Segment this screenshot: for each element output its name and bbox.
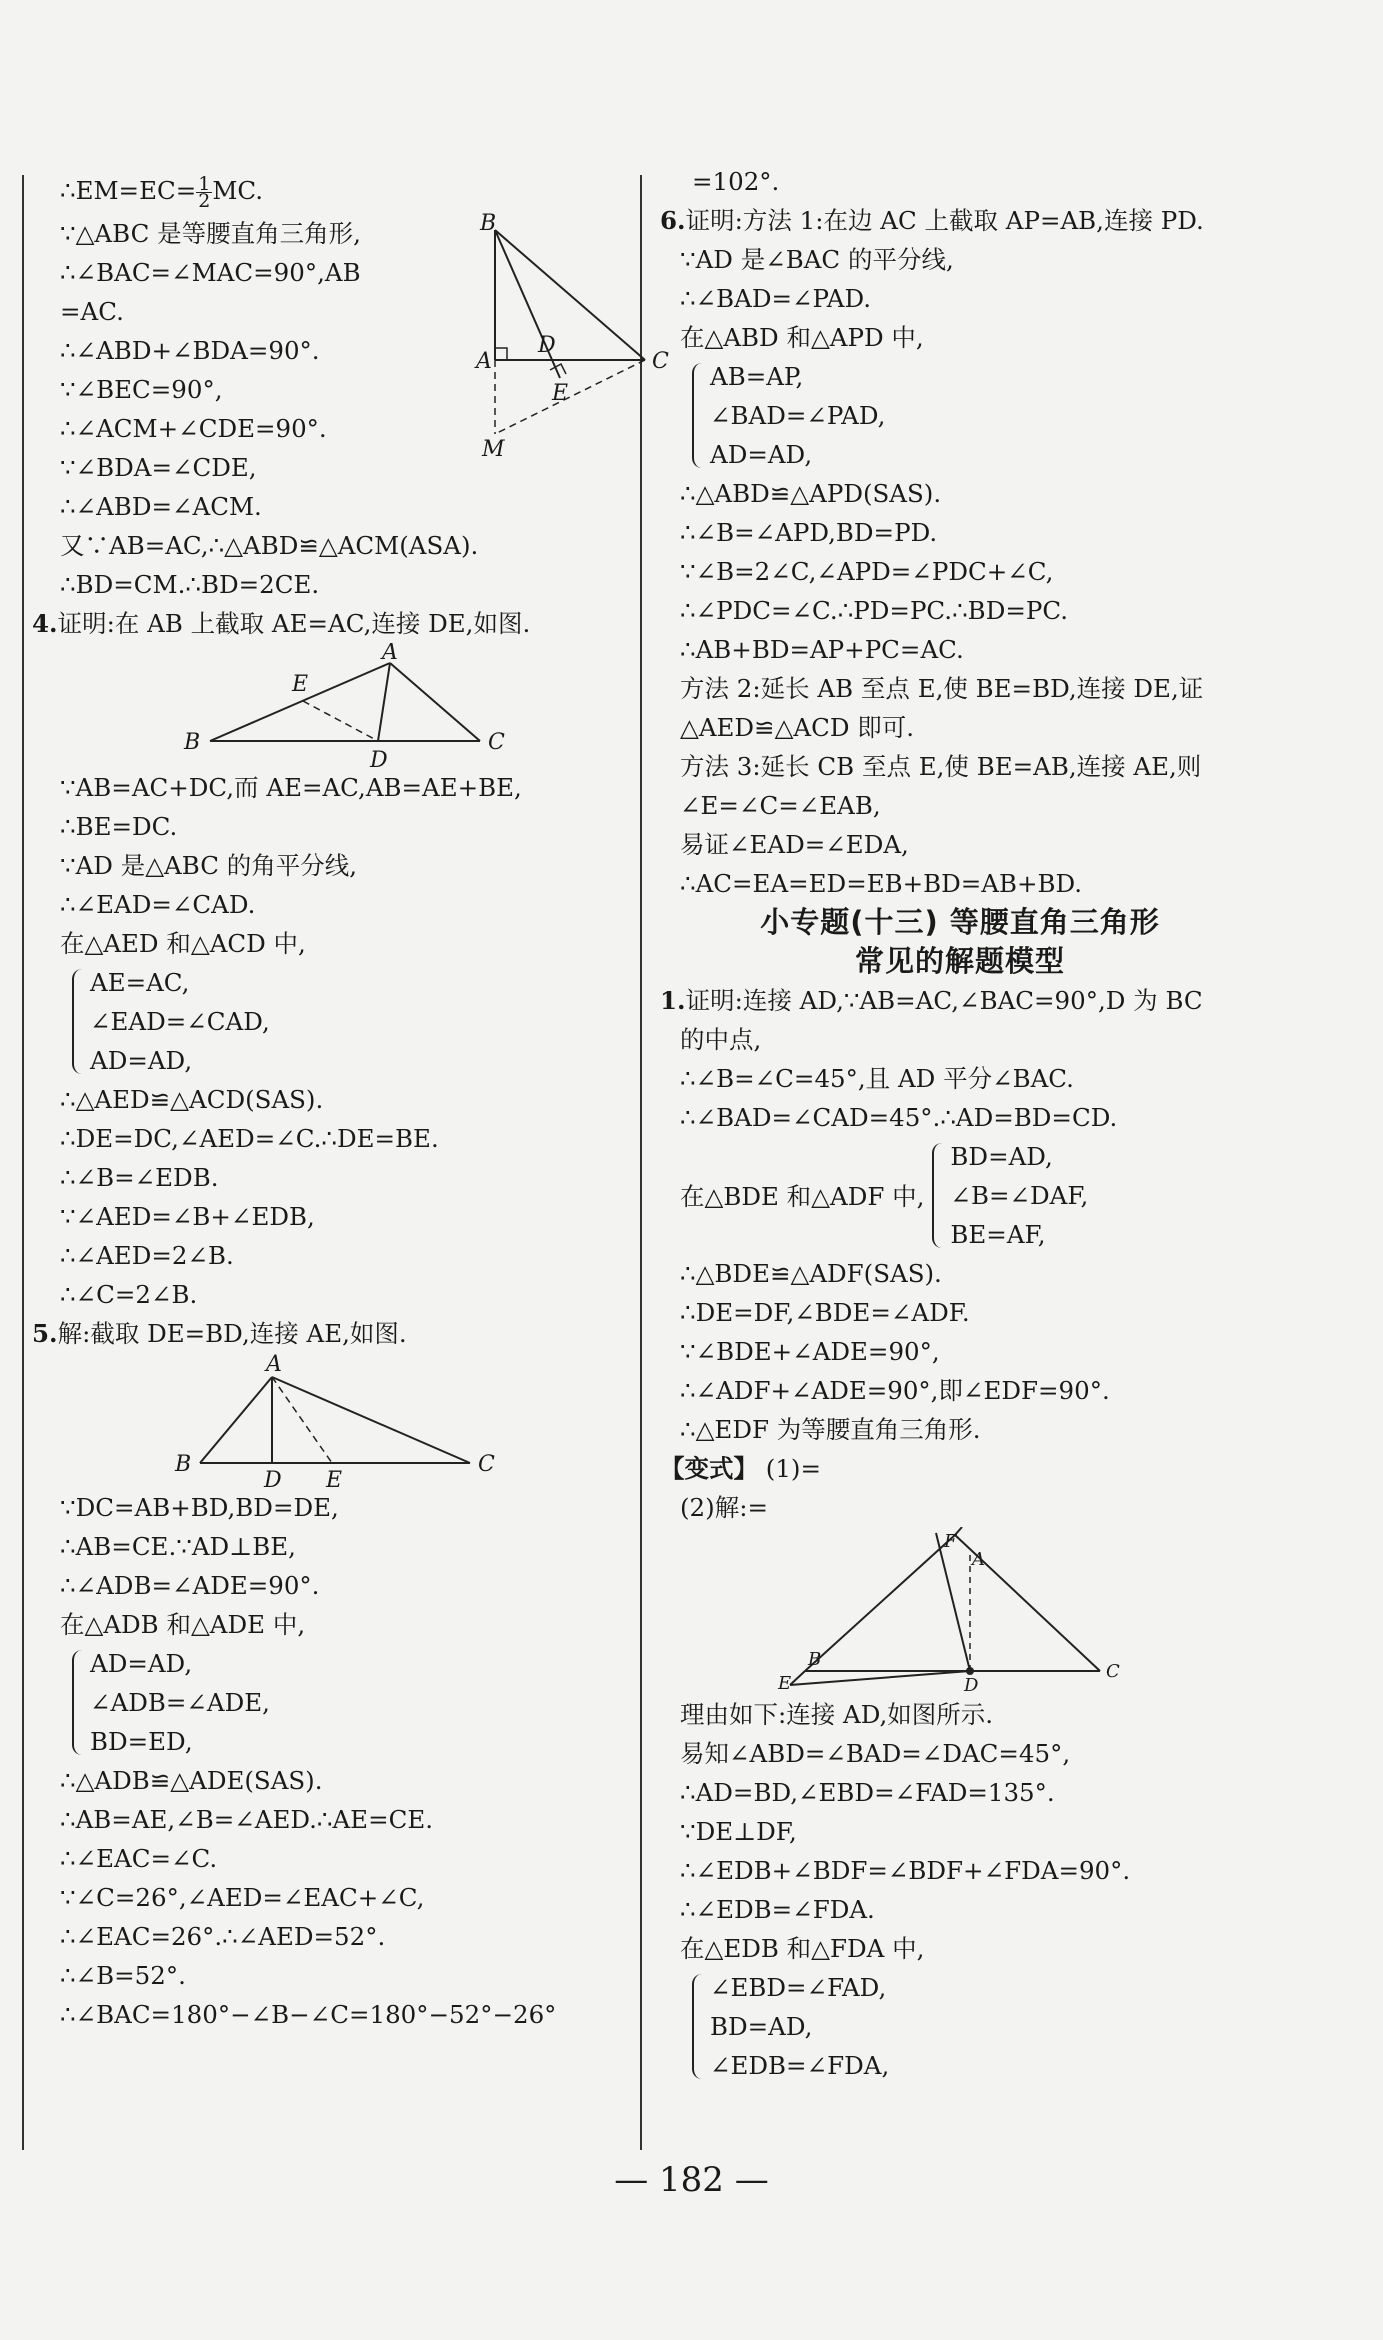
text-span: 证明:在 AB 上截取 AE=AC,连接 DE,如图. [57, 609, 531, 638]
figure-triangle-abc-m [420, 202, 680, 472]
text-line: ∵AD 是△ABC 的角平分线, [60, 851, 358, 880]
label-d: D [264, 1468, 282, 1488]
problem-number: 5. [32, 1319, 58, 1348]
section-heading: 小专题(十三) 等腰直角三角形 [760, 905, 1160, 939]
text-line: ∴∠BAD=∠CAD=45°.∴AD=BD=CD. [680, 1103, 1118, 1132]
text-line: BD=AD, [950, 1142, 1053, 1171]
text-line: ∴∠EDB+∠BDF=∠BDF+∠FDA=90°. [680, 1856, 1131, 1885]
left-column [32, 168, 669, 2034]
label-b: B [175, 1452, 192, 1477]
text-line: ∴△AED≌△ACD(SAS). [60, 1085, 324, 1114]
text-line: =102°. [692, 167, 780, 196]
text-line: BD=AD, [710, 2012, 813, 2041]
text-line: ∴DE=DF,∠BDE=∠ADF. [680, 1298, 970, 1327]
equation-system [68, 1644, 655, 1761]
problem-3-block [60, 211, 669, 526]
text-line: ∠ADB=∠ADE, [90, 1688, 270, 1717]
text-line: ∵∠C=26°,∠AED=∠EAC+∠C, [60, 1883, 425, 1912]
text-line: 的中点, [680, 1025, 762, 1054]
problem-5-heading [32, 1314, 655, 1353]
text-line: ∴△BDE≌△ADF(SAS). [680, 1259, 942, 1288]
text-line: ∴AC=EA=ED=EB+BD=AB+BD. [680, 869, 1083, 898]
label-a: A [266, 1353, 282, 1377]
fraction-denominator: 2 [198, 190, 211, 212]
page-number: — 182 — [614, 2160, 769, 2200]
text-line: △AED≌△ACD 即可. [680, 713, 915, 742]
text-line: ∵∠B=2∠C,∠APD=∠PDC+∠C, [680, 557, 1054, 586]
label-b: B [480, 211, 497, 236]
text-line: BD=ED, [90, 1727, 193, 1756]
text-line: AD=AD, [90, 1649, 193, 1678]
text-line: ∴∠EAD=∠CAD. [60, 890, 256, 919]
text-line: ∴∠EAC=26°.∴∠AED=52°. [60, 1922, 386, 1951]
text-line: ∴∠BAC=180°−∠B−∠C=180°−52°−26° [60, 2000, 557, 2029]
equation-system [688, 357, 1240, 474]
text-span: 解:截取 DE=BD,连接 AE,如图. [57, 1319, 407, 1348]
label-d: D [370, 748, 388, 768]
text-line: ∴△ABD≌△APD(SAS). [680, 479, 942, 508]
text-line: (2)解:= [680, 1493, 768, 1522]
text-line: ∠B=∠DAF, [950, 1181, 1089, 1210]
label-m: M [482, 437, 505, 462]
text-span: (1)= [758, 1454, 822, 1483]
text-line: 易知∠ABD=∠BAD=∠DAC=45°, [680, 1739, 1071, 1768]
equation-system [688, 1968, 1240, 2085]
text-span: MC. [212, 176, 264, 205]
text-line: ∠BAD=∠PAD, [710, 401, 886, 430]
text-line: ∵AD 是∠BAC 的平分线, [680, 245, 954, 274]
text-line: ∵DC=AB+BD,BD=DE, [60, 1493, 339, 1522]
figure-variant-triangle [680, 1527, 1240, 1695]
text-line: BE=AF, [950, 1220, 1046, 1249]
text-line: ∴∠EDB=∠FDA. [680, 1895, 875, 1924]
variant-tag: 【变式】 [660, 1454, 758, 1483]
label-c: C [1106, 1661, 1120, 1682]
text-line: 在△AED 和△ACD 中, [60, 929, 306, 958]
text-line: ∵△ABC 是等腰直角三角形, [60, 219, 361, 248]
text-line: ∴∠ABD+∠BDA=90°. [60, 336, 320, 365]
text-line: ∴AD=BD,∠EBD=∠FAD=135°. [680, 1778, 1055, 1807]
text-line: ∵∠BDA=∠CDE, [60, 453, 257, 482]
text-line: 又∵AB=AC,∴△ABD≌△ACM(ASA). [60, 531, 479, 560]
problem-number: 1. [660, 986, 686, 1015]
text-line: ∴∠ACM+∠CDE=90°. [60, 414, 327, 443]
text-line: AE=AC, [90, 968, 190, 997]
text-line: ∵∠AED=∠B+∠EDB, [60, 1202, 315, 1231]
problem-4-heading [32, 604, 655, 643]
text-line: ∴∠EAC=∠C. [60, 1844, 218, 1873]
text-line: AB=AP, [710, 362, 804, 391]
text-line: ∠E=∠C=∠EAB, [680, 791, 881, 820]
label-a: A [476, 349, 492, 374]
figure-triangle-abc-de [60, 1353, 620, 1488]
section-subheading: 常见的解题模型 [854, 944, 1065, 978]
figure-triangle-abc-d [60, 643, 620, 768]
equation-system [68, 963, 655, 1080]
text-line: ∴∠BAC=∠MAC=90°,AB [60, 258, 361, 287]
text-span: ∴EM=EC= [60, 176, 197, 205]
text-line: ∴∠ABD=∠ACM. [60, 492, 262, 521]
variant-heading [660, 1449, 1240, 1488]
label-b: B [184, 730, 201, 755]
text-line: ∴△ADB≌△ADE(SAS). [60, 1766, 323, 1795]
text-line: ∵∠BDE+∠ADE=90°, [680, 1337, 940, 1366]
text-line: ∴BE=DC. [60, 812, 178, 841]
equation-system [928, 1137, 1088, 1254]
text-line: ∴AB=CE.∵AD⊥BE, [60, 1532, 296, 1561]
label-f: F [944, 1531, 957, 1552]
text-line: ∴∠B=∠APD,BD=PD. [680, 518, 938, 547]
text-line: =AC. [60, 297, 124, 326]
text-line: ∴∠B=∠C=45°,且 AD 平分∠BAC. [680, 1064, 1074, 1093]
text-line: AD=AD, [710, 440, 813, 469]
text-line: 在△ABD 和△APD 中, [680, 323, 924, 352]
text-line: ∴∠B=∠EDB. [60, 1163, 219, 1192]
fraction [196, 173, 212, 212]
text-line: ∴AB+BD=AP+PC=AC. [680, 635, 964, 664]
label-d: D [964, 1675, 979, 1695]
label-e: E [778, 1673, 792, 1694]
text-line: ∴BD=CM.∴BD=2CE. [60, 570, 320, 599]
text-line: ∴DE=DC,∠AED=∠C.∴DE=BE. [60, 1124, 439, 1153]
text-line: ∠EBD=∠FAD, [710, 1973, 887, 2002]
label-a: A [972, 1549, 985, 1570]
label-c: C [488, 730, 505, 755]
text-line: ∴∠PDC=∠C.∴PD=PC.∴BD=PC. [680, 596, 1069, 625]
text-line: 在△EDB 和△FDA 中, [680, 1934, 925, 1963]
label-b: B [808, 1649, 822, 1670]
text-line: AD=AD, [90, 1046, 193, 1075]
question-1-heading [660, 981, 1240, 1020]
equation-system-inline [680, 1137, 1240, 1254]
text-span: 在△BDE 和△ADF 中, [680, 1182, 925, 1211]
label-e: E [326, 1468, 343, 1488]
text-line: ∴∠AED=2∠B. [60, 1241, 234, 1270]
text-line: ∴∠C=2∠B. [60, 1280, 198, 1309]
text-line: ∵DE⊥DF, [680, 1817, 797, 1846]
text-line: 理由如下:连接 AD,如图所示. [680, 1700, 994, 1729]
label-c: C [478, 1452, 495, 1477]
label-a: A [382, 643, 398, 665]
text-line: ∠EAD=∠CAD, [90, 1007, 270, 1036]
text-line: 在△ADB 和△ADE 中, [60, 1610, 306, 1639]
text-span: 证明:方法 1:在边 AC 上截取 AP=AB,连接 PD. [685, 206, 1204, 235]
left-margin-rule [22, 175, 24, 2150]
text-line: ∴∠BAD=∠PAD. [680, 284, 871, 313]
text-line: ∴∠ADF+∠ADE=90°,即∠EDF=90°. [680, 1376, 1110, 1405]
problem-number: 4. [32, 609, 58, 638]
text-line: 易证∠EAD=∠EDA, [680, 830, 909, 859]
label-e: E [552, 381, 569, 406]
fraction-numerator: 1 [198, 173, 211, 195]
text-line: 方法 3:延长 CB 至点 E,使 BE=AB,连接 AE,则 [680, 752, 1202, 781]
text-line: ∴∠B=52°. [60, 1961, 186, 1990]
problem-6-heading [660, 201, 1240, 240]
label-e: E [292, 672, 309, 697]
label-c: C [652, 349, 669, 374]
text-line: ∴AB=AE,∠B=∠AED.∴AE=CE. [60, 1805, 434, 1834]
text-line: ∴∠ADB=∠ADE=90°. [60, 1571, 320, 1600]
label-d: D [538, 333, 556, 358]
text-line: 方法 2:延长 AB 至点 E,使 BE=BD,连接 DE,证 [680, 674, 1204, 703]
text-line: ∵∠BEC=90°, [60, 375, 223, 404]
problem-3-text [60, 214, 420, 526]
text-line: ∠EDB=∠FDA, [710, 2051, 890, 2080]
problem-number: 6. [660, 206, 686, 235]
text-line: ∴△EDF 为等腰直角三角形. [680, 1415, 981, 1444]
text-line: ∵AB=AC+DC,而 AE=AC,AB=AE+BE, [60, 773, 522, 802]
right-column [660, 162, 1240, 2085]
text-span: 证明:连接 AD,∵AB=AC,∠BAC=90°,D 为 BC [685, 986, 1203, 1015]
